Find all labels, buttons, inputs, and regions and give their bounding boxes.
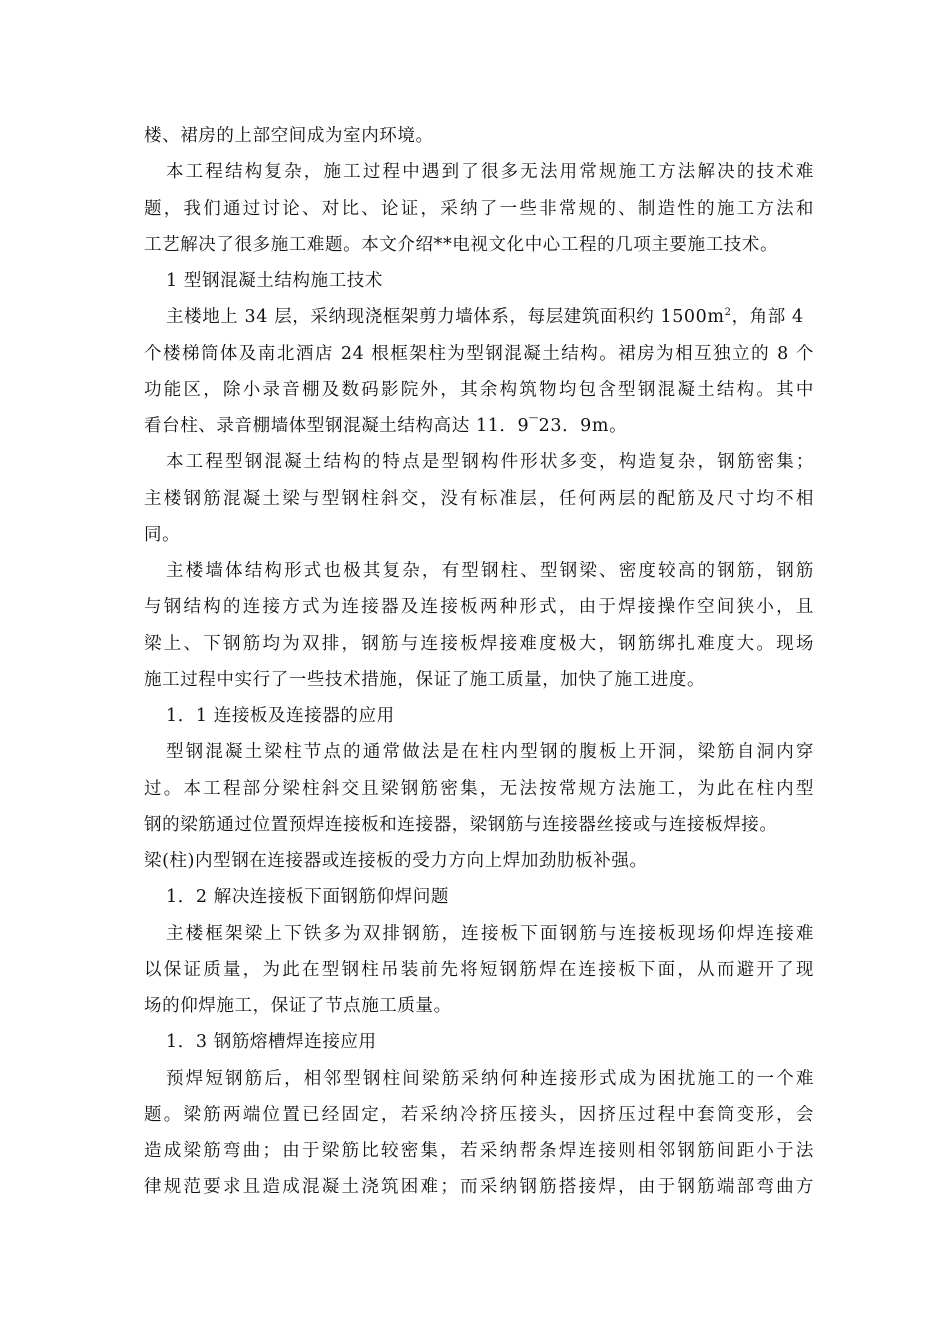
text-line: 梁(柱)内型钢在连接器或连接板的受力方向上焊加劲肋板补强。	[144, 851, 648, 871]
paragraph-line: 本工程结构复杂，施工过程中遇到了很多无法用常规施工方法解决的技术难	[166, 162, 814, 183]
text-line: 与钢结构的连接方式为连接器及连接板两种形式，由于焊接操作空间狭小，且	[144, 597, 814, 618]
section-heading: 1．3 钢筋熔槽焊连接应用	[166, 1032, 377, 1053]
text-segment: 主楼地上 34 层，采纳现浇框架剪力墙体系，每层建筑面积约 1500m	[166, 307, 725, 328]
text-line: 施工过程中实行了一些技术措施，保证了施工质量，加快了施工进度。	[144, 669, 706, 690]
paragraph-line: 型钢混凝土梁柱节点的通常做法是在柱内型钢的腹板上开洞，梁筋自洞内穿	[166, 742, 814, 763]
paragraph-line: 主楼框架梁上下铁多为双排钢筋，连接板下面钢筋与连接板现场仰焊连接难	[166, 923, 814, 944]
text-segment: ，角部 4	[731, 307, 804, 328]
text-line: 主楼钢筋混凝土梁与型钢柱斜交，没有标准层，任何两层的配筋及尺寸均不相	[144, 488, 814, 509]
text-line: 造成梁筋弯曲；由于梁筋比较密集，若采纳帮条焊连接则相邻钢筋间距小于法	[144, 1141, 814, 1161]
text-line: 题，我们通过讨论、对比、论证，采纳了一些非常规的、制造性的施工方法和	[144, 198, 814, 219]
text-line: 场的仰焊施工，保证了节点施工质量。	[144, 996, 452, 1016]
text-line: 同。	[144, 524, 181, 545]
text-line: 以保证质量，为此在型钢柱吊装前先将短钢筋焊在连接板下面，从而避开了现	[144, 959, 814, 980]
paragraph-line: 本工程型钢混凝土结构的特点是型钢构件形状多变，构造复杂，钢筋密集；	[166, 452, 814, 473]
text-line: 楼、裙房的上部空间成为室内环境。	[144, 126, 434, 146]
text-line: 梁上、下钢筋均为双排，钢筋与连接板焊接难度极大，钢筋绑扎难度大。现场	[144, 633, 814, 654]
paragraph-line	[144, 299, 814, 335]
paragraph-line: 主楼墙体结构形式也极其复杂，有型钢柱、型钢梁、密度较高的钢筋，钢筋	[166, 561, 814, 581]
section-heading: 1．2 解决连接板下面钢筋仰焊问题	[166, 887, 450, 908]
paragraph-line: 预焊短钢筋后，相邻型钢柱间梁筋采纳何种连接形式成为困扰施工的一个难	[166, 1068, 814, 1089]
section-heading: 1．1 连接板及连接器的应用	[166, 706, 395, 726]
section-heading: 1 型钢混凝土结构施工技术	[166, 271, 383, 291]
superscript: 2	[724, 307, 732, 319]
body-text	[144, 118, 814, 1206]
text-line: 个楼梯筒体及南北酒店 24 根框架柱为型钢混凝土结构。裙房为相互独立的 8 个	[144, 343, 814, 364]
text-line: 看台柱、录音棚墙体型钢混凝土结构高达 11．9‾23．9m。	[144, 416, 628, 436]
text-line: 律规范要求且造成混凝土浇筑困难；而采纳钢筋搭接焊，由于钢筋端部弯曲方	[144, 1177, 814, 1198]
text-line: 过。本工程部分梁柱斜交且梁钢筋密集，无法按常规方法施工，为此在柱内型	[144, 778, 814, 799]
text-line: 工艺解决了很多施工难题。本文介绍**电视文化中心工程的几项主要施工技术。	[144, 234, 779, 255]
text-line: 钢的梁筋通过位置预焊连接板和连接器，梁钢筋与连接器丝接或与连接板焊接。	[144, 814, 778, 835]
text-line: 题。梁筋两端位置已经固定，若采纳冷挤压接头，因挤压过程中套筒变形，会	[144, 1104, 814, 1125]
text-line: 功能区，除小录音棚及数码影院外，其余构筑物均包含型钢混凝土结构。其中	[144, 379, 814, 400]
